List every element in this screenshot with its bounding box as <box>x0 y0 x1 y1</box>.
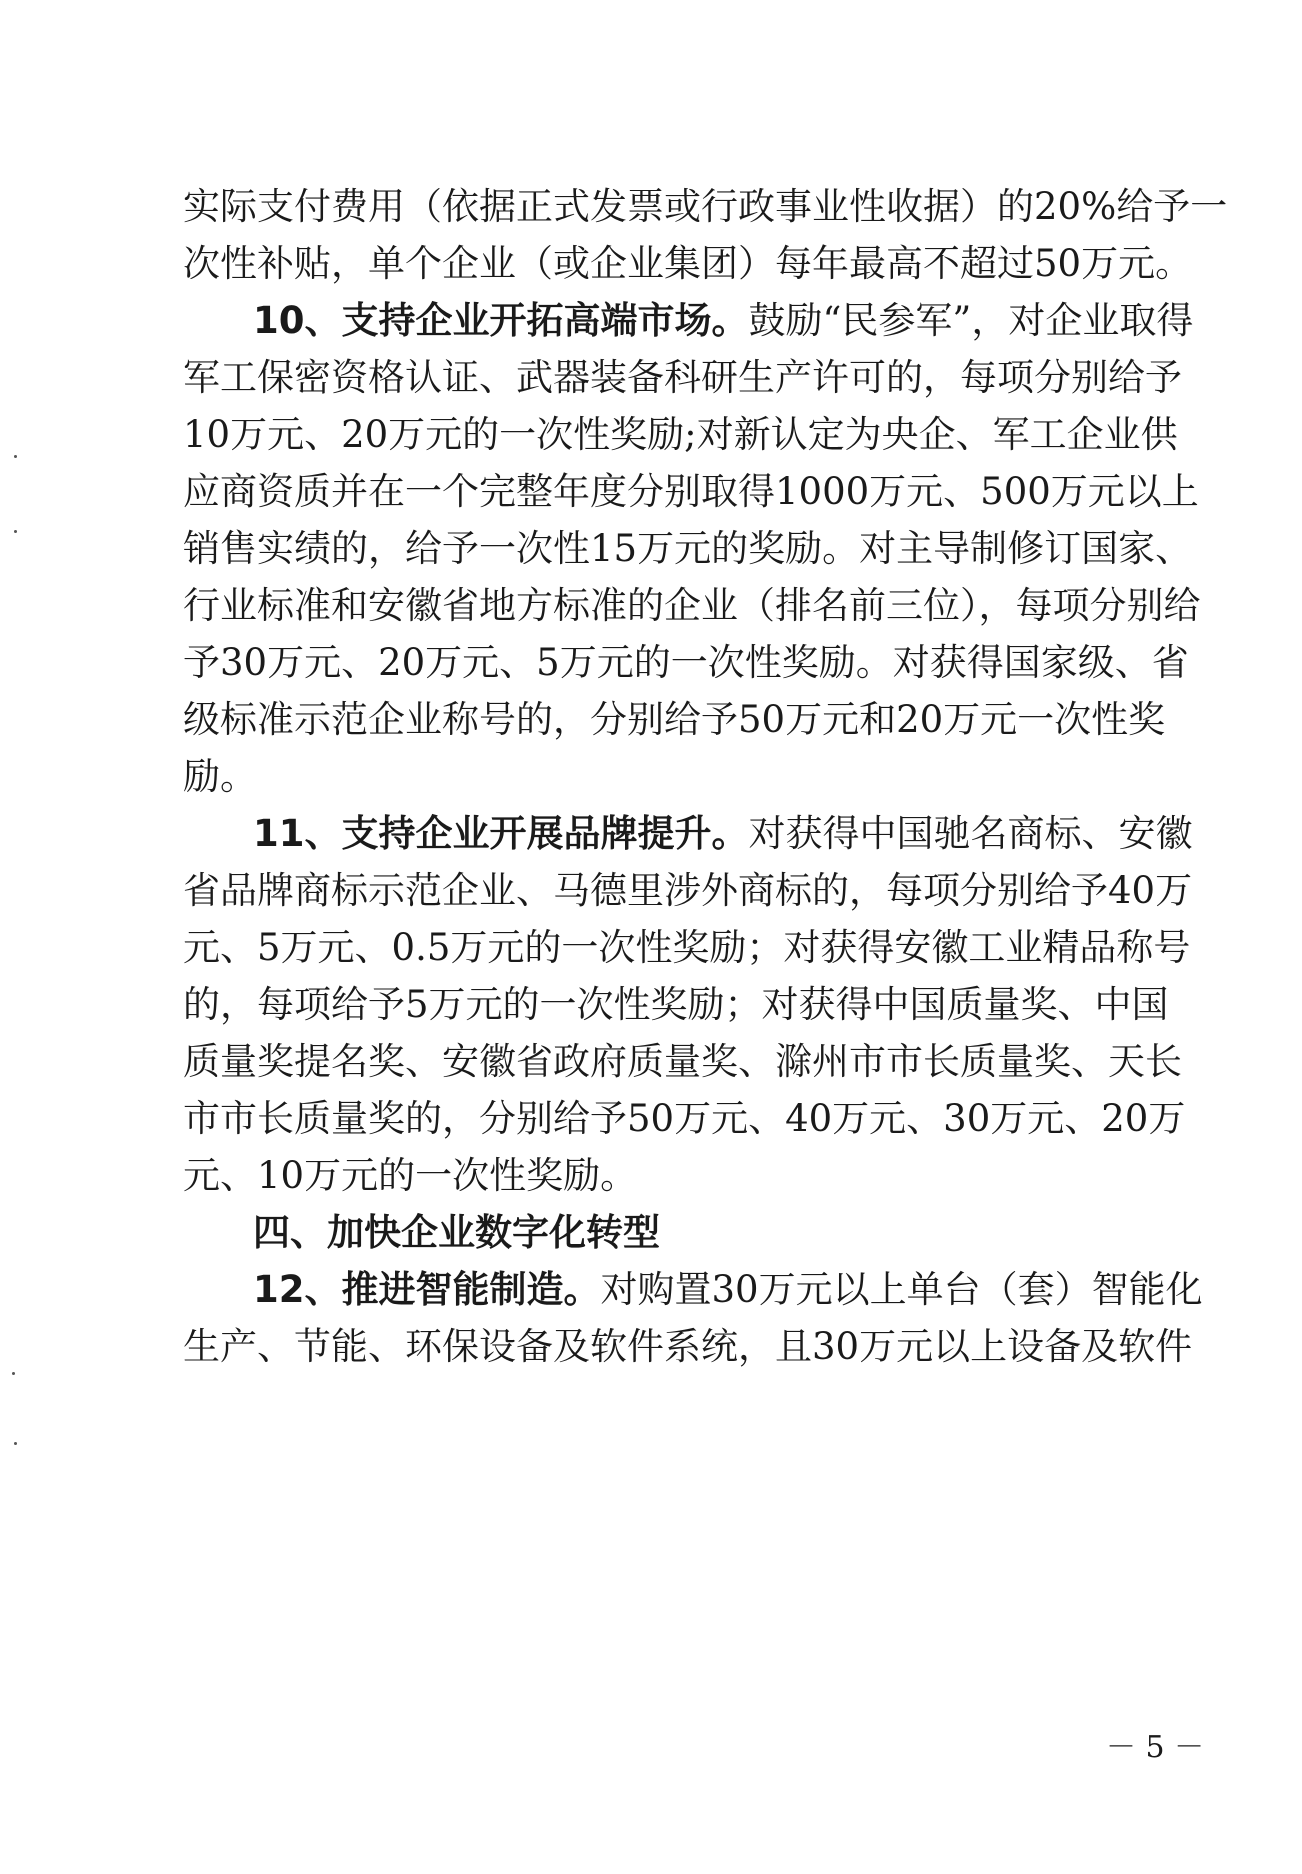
item-11-title: 11、支持企业开展品牌提升。 <box>253 812 749 855</box>
text-line: 元、10万元的一次性奖励。 <box>183 1154 638 1197</box>
text-line: 行业标准和安徽省地方标准的企业（排名前三位），每项分别给 <box>183 584 1201 627</box>
text-line: 次性补贴，单个企业（或企业集团）每年最高不超过50万元。 <box>183 242 1193 285</box>
text-line: 级标准示范企业称号的，分别给予50万元和20万元一次性奖 <box>183 698 1166 741</box>
text-line: 市市长质量奖的，分别给予50万元、40万元、30万元、20万 <box>183 1097 1186 1140</box>
text-line: 销售实绩的，给予一次性15万元的奖励。对主导制修订国家、 <box>183 527 1193 570</box>
text-line: 生产、节能、环保设备及软件系统，且30万元以上设备及软件 <box>183 1325 1193 1368</box>
paragraph-12-first-line <box>253 1267 1203 1313</box>
scan-margin-dot <box>14 455 17 458</box>
text-line: 省品牌商标示范企业、马德里涉外商标的，每项分别给予40万 <box>183 869 1193 912</box>
text-line: 元、5万元、0.5万元的一次性奖励；对获得安徽工业精品称号 <box>183 926 1191 969</box>
item-12-title: 12、推进智能制造。 <box>253 1268 601 1311</box>
item-10-title: 10、支持企业开拓高端市场。 <box>253 299 749 342</box>
text-line: 应商资质并在一个完整年度分别取得1000万元、500万元以上 <box>183 470 1199 513</box>
text-span: 鼓励“民参军”，对企业取得 <box>748 299 1194 342</box>
paragraph-10-first-line <box>253 298 1194 344</box>
scan-margin-dot <box>14 1442 17 1445</box>
text-line: 实际支付费用（依据正式发票或行政事业性收据）的20%给予一 <box>183 185 1228 228</box>
text-line: 质量奖提名奖、安徽省政府质量奖、滁州市市长质量奖、天长 <box>183 1040 1182 1083</box>
page-number: － 5 － <box>1106 1730 1205 1765</box>
text-line: 军工保密资格认证、武器装备科研生产许可的，每项分别给予 <box>183 356 1182 399</box>
text-line: 予30万元、20万元、5万元的一次性奖励。对获得国家级、省 <box>183 641 1189 684</box>
scan-margin-dot <box>14 530 17 533</box>
text-line: 励。 <box>183 755 257 798</box>
text-span: 对获得中国驰名商标、安徽 <box>748 812 1193 855</box>
text-span: 对购置30万元以上单台（套）智能化 <box>600 1268 1203 1311</box>
text-line: 10万元、20万元的一次性奖励;对新认定为央企、军工企业供 <box>183 413 1178 456</box>
section-4-heading: 四、加快企业数字化转型 <box>253 1211 660 1254</box>
scan-margin-dot <box>12 1372 15 1375</box>
text-line: 的，每项给予5万元的一次性奖励；对获得中国质量奖、中国 <box>183 983 1169 1026</box>
paragraph-11-first-line <box>253 811 1193 857</box>
